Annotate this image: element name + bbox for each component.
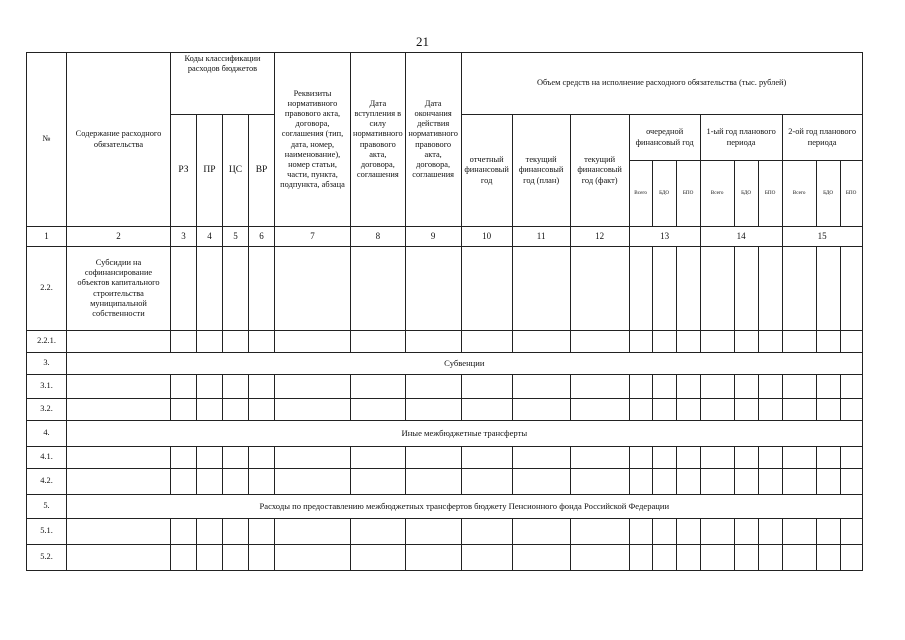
budget-obligations-table bbox=[26, 52, 863, 571]
table-cell bbox=[700, 519, 734, 545]
col-number: 2 bbox=[67, 227, 171, 247]
table-cell bbox=[171, 247, 197, 331]
table-cell bbox=[570, 331, 629, 353]
row-content bbox=[67, 331, 171, 353]
table-cell bbox=[652, 247, 676, 331]
table-cell bbox=[405, 399, 461, 421]
table-cell bbox=[461, 447, 512, 469]
table-cell bbox=[461, 375, 512, 399]
row-number: 3.1. bbox=[27, 375, 67, 399]
header-no: № bbox=[27, 53, 67, 227]
header-codes: Коды классификации расходов бюджетов bbox=[171, 53, 275, 115]
table-cell bbox=[676, 447, 700, 469]
table-cell bbox=[570, 375, 629, 399]
table-cell bbox=[197, 469, 223, 495]
table-cell bbox=[351, 519, 406, 545]
table-cell bbox=[171, 331, 197, 353]
table-cell bbox=[676, 331, 700, 353]
row-number: 4. bbox=[27, 421, 67, 447]
header-sub-total: Всего bbox=[782, 161, 816, 227]
row-number: 4.2. bbox=[27, 469, 67, 495]
table-cell bbox=[816, 545, 840, 571]
table-cell bbox=[840, 399, 862, 421]
table-cell bbox=[461, 399, 512, 421]
table-row bbox=[27, 331, 863, 353]
header-plan-year1: 1-ый год планового периода bbox=[700, 115, 782, 161]
table-cell bbox=[405, 519, 461, 545]
table-cell bbox=[816, 519, 840, 545]
table-cell bbox=[700, 375, 734, 399]
header-sub-bdo: БДО bbox=[652, 161, 676, 227]
table-cell bbox=[405, 247, 461, 331]
table-cell bbox=[734, 447, 758, 469]
header-sub-total: Всего bbox=[629, 161, 652, 227]
table-cell bbox=[758, 375, 782, 399]
table-cell bbox=[171, 469, 197, 495]
col-number: 1 bbox=[27, 227, 67, 247]
table-cell bbox=[840, 519, 862, 545]
table-cell bbox=[512, 399, 570, 421]
table-row bbox=[27, 469, 863, 495]
col-number: 10 bbox=[461, 227, 512, 247]
table-cell bbox=[275, 375, 351, 399]
table-cell bbox=[461, 247, 512, 331]
table-row bbox=[27, 375, 863, 399]
table-cell bbox=[223, 375, 249, 399]
row-section-title: Субвенции bbox=[67, 353, 863, 375]
row-content: Субсидии на софинансирование объектов капитального строительства муниципальной собственности bbox=[67, 247, 171, 331]
col-number: 9 bbox=[405, 227, 461, 247]
table-cell bbox=[570, 519, 629, 545]
table-cell bbox=[512, 375, 570, 399]
table-cell bbox=[171, 399, 197, 421]
table-cell bbox=[652, 447, 676, 469]
header-code-pr: ПР bbox=[197, 115, 223, 227]
table-cell bbox=[676, 247, 700, 331]
table-cell bbox=[676, 375, 700, 399]
table-cell bbox=[652, 545, 676, 571]
table-cell bbox=[351, 545, 406, 571]
header-code-vr: ВР bbox=[249, 115, 275, 227]
col-number: 3 bbox=[171, 227, 197, 247]
table-cell bbox=[782, 469, 816, 495]
table-cell bbox=[700, 545, 734, 571]
table-cell bbox=[197, 399, 223, 421]
table-cell bbox=[652, 331, 676, 353]
table-cell bbox=[758, 447, 782, 469]
row-number: 2.2.1. bbox=[27, 331, 67, 353]
row-section-title: Иные межбюджетные трансферты bbox=[67, 421, 863, 447]
table-cell bbox=[734, 399, 758, 421]
col-number: 5 bbox=[223, 227, 249, 247]
table-cell bbox=[512, 247, 570, 331]
table-cell bbox=[171, 447, 197, 469]
table-cell bbox=[816, 447, 840, 469]
table-cell bbox=[223, 469, 249, 495]
table-cell bbox=[700, 469, 734, 495]
table-cell bbox=[816, 331, 840, 353]
table-cell bbox=[223, 399, 249, 421]
table-cell bbox=[275, 447, 351, 469]
table-cell bbox=[676, 469, 700, 495]
table-cell bbox=[275, 545, 351, 571]
table-cell bbox=[223, 545, 249, 571]
table-cell bbox=[171, 545, 197, 571]
table-cell bbox=[570, 399, 629, 421]
table-row bbox=[27, 447, 863, 469]
table-cell bbox=[223, 331, 249, 353]
table-cell bbox=[700, 331, 734, 353]
table-cell bbox=[570, 247, 629, 331]
col-number: 11 bbox=[512, 227, 570, 247]
col-number: 6 bbox=[249, 227, 275, 247]
header-sub-bpo: БПО bbox=[840, 161, 862, 227]
table-cell bbox=[676, 545, 700, 571]
table-cell bbox=[840, 375, 862, 399]
table-cell bbox=[840, 469, 862, 495]
table-cell bbox=[734, 331, 758, 353]
table-cell bbox=[275, 247, 351, 331]
table-cell bbox=[223, 247, 249, 331]
table-cell bbox=[758, 469, 782, 495]
table-cell bbox=[782, 247, 816, 331]
table-cell bbox=[734, 469, 758, 495]
table-row bbox=[27, 545, 863, 571]
table-cell bbox=[629, 545, 652, 571]
table-cell bbox=[351, 375, 406, 399]
table-cell bbox=[223, 519, 249, 545]
table-cell bbox=[652, 519, 676, 545]
table-cell bbox=[405, 375, 461, 399]
table-cell bbox=[758, 331, 782, 353]
table-cell bbox=[782, 331, 816, 353]
table-cell bbox=[275, 469, 351, 495]
row-content bbox=[67, 519, 171, 545]
table-cell bbox=[782, 519, 816, 545]
table-cell bbox=[629, 519, 652, 545]
table-cell bbox=[816, 469, 840, 495]
table-cell bbox=[405, 447, 461, 469]
table-cell bbox=[840, 331, 862, 353]
header-date-end: Дата окончания действия нормативного правового акта, договора, соглашения bbox=[405, 53, 461, 227]
table-cell bbox=[652, 399, 676, 421]
header-reporting-year: отчетный финансовый год bbox=[461, 115, 512, 227]
table-cell bbox=[782, 447, 816, 469]
row-number: 3.2. bbox=[27, 399, 67, 421]
table-cell bbox=[676, 399, 700, 421]
row-content bbox=[67, 399, 171, 421]
col-number: 7 bbox=[275, 227, 351, 247]
header-next-year: очередной финансовый год bbox=[629, 115, 700, 161]
table-row bbox=[27, 421, 863, 447]
table-cell bbox=[512, 331, 570, 353]
row-number: 2.2. bbox=[27, 247, 67, 331]
table-cell bbox=[351, 399, 406, 421]
table-cell bbox=[816, 399, 840, 421]
table-cell bbox=[197, 447, 223, 469]
table-cell bbox=[351, 331, 406, 353]
header-code-cs: ЦС bbox=[223, 115, 249, 227]
col-number: 8 bbox=[351, 227, 406, 247]
table-cell bbox=[570, 469, 629, 495]
header-plan-year2: 2-ой год планового периода bbox=[782, 115, 862, 161]
table-cell bbox=[461, 469, 512, 495]
table-cell bbox=[816, 375, 840, 399]
table-cell bbox=[629, 247, 652, 331]
row-content bbox=[67, 375, 171, 399]
table-cell bbox=[249, 247, 275, 331]
table-cell bbox=[840, 247, 862, 331]
table-cell bbox=[461, 331, 512, 353]
table-cell bbox=[197, 331, 223, 353]
col-number: 14 bbox=[700, 227, 782, 247]
header-current-plan: текущий финансовый год (план) bbox=[512, 115, 570, 227]
table-cell bbox=[351, 469, 406, 495]
header-current-fact: текущий финансовый год (факт) bbox=[570, 115, 629, 227]
table-cell bbox=[249, 399, 275, 421]
table-cell bbox=[629, 375, 652, 399]
table-cell bbox=[840, 447, 862, 469]
table-cell bbox=[249, 469, 275, 495]
table-cell bbox=[734, 519, 758, 545]
table-cell bbox=[512, 545, 570, 571]
header-sub-total: Всего bbox=[700, 161, 734, 227]
table-cell bbox=[652, 375, 676, 399]
table-cell bbox=[700, 247, 734, 331]
table-cell bbox=[629, 331, 652, 353]
table-cell bbox=[249, 375, 275, 399]
table-cell bbox=[351, 447, 406, 469]
table-cell bbox=[275, 399, 351, 421]
col-number: 4 bbox=[197, 227, 223, 247]
table-row bbox=[27, 247, 863, 331]
header-date-start: Дата вступления в силу нормативного правового акта, договора, соглашения bbox=[351, 53, 406, 227]
table-cell bbox=[700, 399, 734, 421]
header-volume: Объем средств на исполнение расходного обязательства (тыс. рублей) bbox=[461, 53, 862, 115]
table-cell bbox=[570, 447, 629, 469]
table-cell bbox=[782, 545, 816, 571]
table-cell bbox=[197, 545, 223, 571]
table-cell bbox=[512, 469, 570, 495]
header-sub-bpo: БПО bbox=[676, 161, 700, 227]
table-cell bbox=[629, 447, 652, 469]
table-cell bbox=[249, 331, 275, 353]
table-cell bbox=[171, 375, 197, 399]
table-cell bbox=[275, 331, 351, 353]
table-cell bbox=[782, 375, 816, 399]
table-row bbox=[27, 495, 863, 519]
col-number: 13 bbox=[629, 227, 700, 247]
row-number: 4.1. bbox=[27, 447, 67, 469]
row-content bbox=[67, 545, 171, 571]
table-row bbox=[27, 399, 863, 421]
page-number: 21 bbox=[416, 34, 429, 49]
table-cell bbox=[758, 399, 782, 421]
col-number: 12 bbox=[570, 227, 629, 247]
table-cell bbox=[816, 247, 840, 331]
table-cell bbox=[570, 545, 629, 571]
table-cell bbox=[461, 519, 512, 545]
header-requisites: Реквизиты нормативного правового акта, договора, соглашения (тип, дата, номер, наименование), номер статьи, части, пункта, подпункта, абзаца bbox=[275, 53, 351, 227]
table-cell bbox=[249, 545, 275, 571]
table-cell bbox=[351, 247, 406, 331]
row-section-title: Расходы по предоставлению межбюджетных трансфертов бюджету Пенсионного фонда Российской Федерации bbox=[67, 495, 863, 519]
table-cell bbox=[700, 447, 734, 469]
table-row bbox=[27, 353, 863, 375]
table-cell bbox=[676, 519, 700, 545]
table-cell bbox=[405, 545, 461, 571]
table-cell bbox=[249, 519, 275, 545]
table-cell bbox=[512, 447, 570, 469]
table-row bbox=[27, 519, 863, 545]
table-cell bbox=[734, 375, 758, 399]
table-cell bbox=[197, 247, 223, 331]
table-cell bbox=[197, 519, 223, 545]
row-number: 5.1. bbox=[27, 519, 67, 545]
header-sub-bdo: БДО bbox=[734, 161, 758, 227]
table-cell bbox=[512, 519, 570, 545]
col-number: 15 bbox=[782, 227, 862, 247]
table-cell bbox=[840, 545, 862, 571]
row-content bbox=[67, 447, 171, 469]
table-cell bbox=[275, 519, 351, 545]
table-cell bbox=[223, 447, 249, 469]
header-sub-bdo: БДО bbox=[816, 161, 840, 227]
table-cell bbox=[461, 545, 512, 571]
table-cell bbox=[734, 545, 758, 571]
table-cell bbox=[171, 519, 197, 545]
header-content: Содержание расходного обязательства bbox=[67, 53, 171, 227]
table-cell bbox=[652, 469, 676, 495]
header-sub-bpo: БПО bbox=[758, 161, 782, 227]
row-number: 5. bbox=[27, 495, 67, 519]
table-cell bbox=[758, 545, 782, 571]
table-cell bbox=[782, 399, 816, 421]
row-number: 5.2. bbox=[27, 545, 67, 571]
table-cell bbox=[734, 247, 758, 331]
table-cell bbox=[405, 469, 461, 495]
table-cell bbox=[405, 331, 461, 353]
row-content bbox=[67, 469, 171, 495]
table-cell bbox=[249, 447, 275, 469]
table-cell bbox=[629, 399, 652, 421]
table-cell bbox=[197, 375, 223, 399]
table-cell bbox=[758, 519, 782, 545]
table-cell bbox=[758, 247, 782, 331]
header-code-rz: РЗ bbox=[171, 115, 197, 227]
row-number: 3. bbox=[27, 353, 67, 375]
table-cell bbox=[629, 469, 652, 495]
